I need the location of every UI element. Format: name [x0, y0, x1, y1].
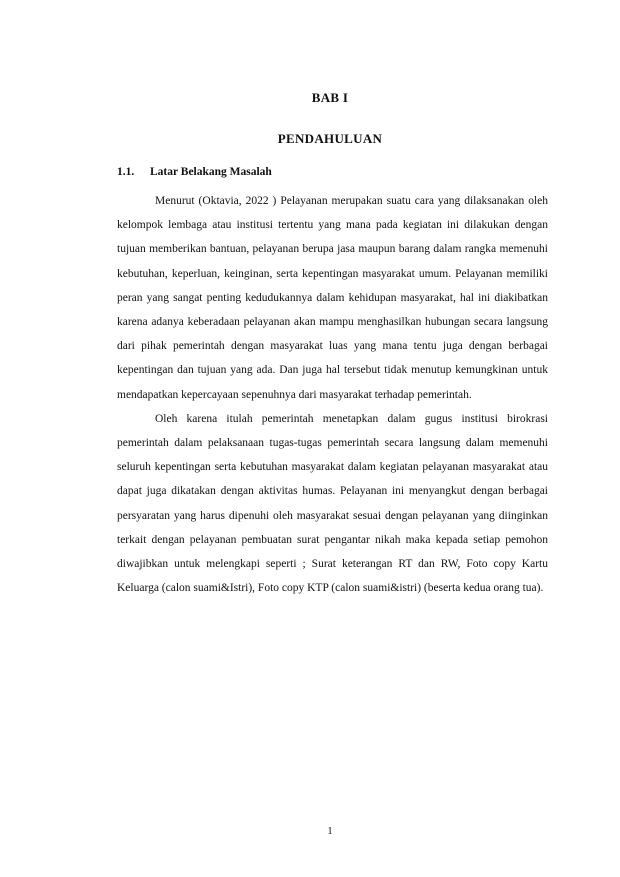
- page-number: 1: [327, 826, 333, 837]
- paragraph-2: Oleh karena itulah pemerintah menetapkan dalam gugus institusi birokrasi pemerintah dalam pelaksanaan tugas-tugas pemerintah secara langsung dalam memenuhi seluruh kepentingan serta kebutuhan masyarakat dalam kegiatan pelayanan masyarakat atau dapat juga dikatakan dengan aktivitas humas. Pelayanan ini menyangkut dengan berbagai persyaratan yang harus dipenuhi oleh masyarakat sesuai dengan pelayanan yang diinginkan terkait dengan pelayanan pembuatan surat pengantar nikah maka kepada setiap pemohon diwajibkan untuk melengkapi seperti ; Surat keterangan RT dan RW, Foto copy Kartu Keluarga (calon suami&Istri), Foto copy KTP (calon suami&istri) (beserta kedua orang tua).: [117, 412, 548, 595]
- body-text: [117, 189, 548, 600]
- paragraph-1: Menurut (Oktavia, 2022 ) Pelayanan merupakan suatu cara yang dilaksanakan oleh kelompok lembaga atau institusi tertentu yang mana pada kegiatan ini dilakukan dengan tujuan memberikan bantuan, pelayanan berupa jasa maupun barang dalam rangka memenuhi kebutuhan, keperluan, keinginan, serta kepentingan masyarakat umum. Pelayanan memiliki peran yang sangat penting kedudukannya dalam kehidupan masyarakat, hal ini diakibatkan karena adanya keberadaan pelayanan akan mampu menghasilkan hubungan secara langsung dari pihak pemerintah dengan masyarakat luas yang mana tentu juga dengan berbagai kepentingan dan tujuan yang ada. Dan juga hal tersebut tidak menutup kemungkinan untuk mendapatkan kepercayaan sepenuhnya dari masyarakat terhadap pemerintah.: [117, 195, 548, 401]
- chapter-number: BAB I: [311, 90, 349, 105]
- section-title: Latar Belakang Masalah: [150, 166, 272, 178]
- chapter-title: PENDAHULUAN: [277, 131, 383, 146]
- section-heading: [117, 166, 272, 178]
- section-number: 1.1.: [117, 166, 135, 178]
